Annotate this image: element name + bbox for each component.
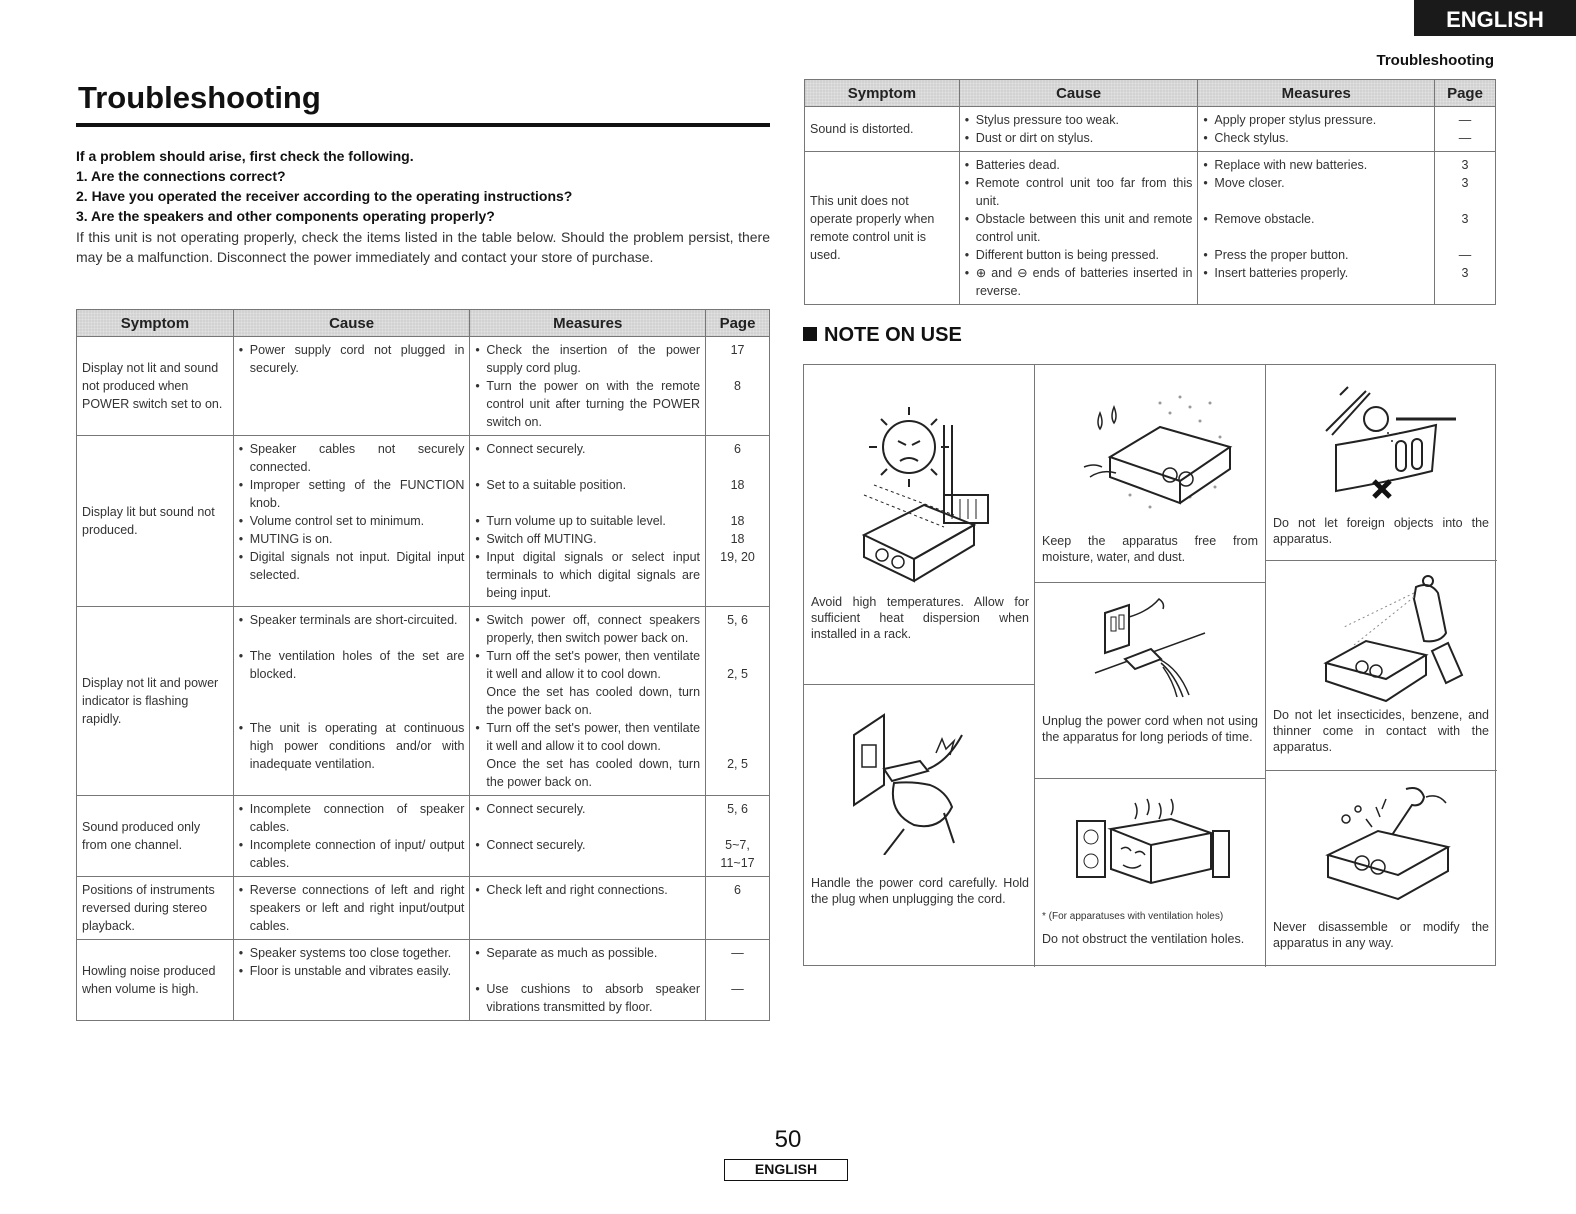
measure-item: Replace with new batteries.: [1214, 158, 1368, 172]
footer-language-label: ENGLISH: [724, 1159, 848, 1181]
note-caption: Do not let insecticides, benzene, and thinner come in contact with the apparatus.: [1273, 708, 1489, 754]
note-cell-temperature: [804, 365, 1035, 685]
measure-item: Connect securely.: [486, 442, 586, 456]
note-on-use-grid: [803, 364, 1496, 966]
measure-item: Connect securely.: [486, 838, 586, 852]
cause-cell: • Speaker cables not securely connected. • Improper setting of the FUNCTION knob. • Volume control set to minimum. • MUTING is on. • Digital signals not input. Digital input selected.: [233, 436, 470, 607]
note-cell-insecticides: [1266, 561, 1497, 771]
page-ref: 19, 20: [720, 550, 755, 564]
page-ref: 6: [734, 442, 741, 456]
measure-note: Once the set has cooled down, turn the power back on.: [486, 685, 701, 717]
intro-question-2: 2. Have you operated the receiver according to the operating instructions?: [76, 188, 573, 204]
plug-hand-illustration-icon: [844, 705, 984, 855]
cause-item: Digital signals not input. Digital input selected.: [249, 550, 465, 582]
symptom-cell: Display not lit and power indicator is flashing rapidly.: [77, 607, 234, 796]
note-caption: Handle the power cord carefully. Hold the plug when unplugging the cord.: [811, 876, 1029, 906]
cause-item: Floor is unstable and vibrates easily.: [249, 964, 452, 978]
symptom-cell: Sound is distorted.: [805, 107, 960, 152]
page-ref: —: [1458, 131, 1472, 145]
intro-question-1: 1. Are the connections correct?: [76, 168, 286, 184]
foreign-objects-illustration-icon: [1296, 371, 1466, 511]
language-tab: ENGLISH: [1414, 0, 1576, 36]
cause-cell: • Reverse connections of left and right speakers or left and right input/output cables.: [233, 877, 470, 940]
measure-item: Turn volume up to suitable level.: [486, 514, 666, 528]
measures-cell: • Apply proper stylus pressure. • Check stylus.: [1198, 107, 1435, 152]
cause-item: Volume control set to minimum.: [249, 514, 425, 528]
page-ref: 3: [1461, 266, 1469, 280]
note-cell-power-cord: [804, 685, 1035, 967]
cause-item: Speaker cables not securely connected.: [249, 442, 465, 474]
cause-item: MUTING is on.: [249, 532, 333, 546]
page-ref: 11~17: [720, 856, 755, 870]
measure-item: Apply proper stylus pressure.: [1214, 113, 1377, 127]
cause-item: The unit is operating at continuous high power conditions and/or with inadequate ventilation.: [249, 721, 465, 771]
intro-question-3: 3. Are the speakers and other components operating properly?: [76, 208, 495, 224]
cause-item: Incomplete connection of speaker cables.: [249, 802, 465, 834]
page-ref: 18: [730, 478, 745, 492]
cause-item: Stylus pressure too weak.: [975, 113, 1119, 127]
page-ref: 18: [730, 514, 745, 528]
measure-item: Insert batteries properly.: [1214, 266, 1349, 280]
measures-cell: • Connect securely. • Connect securely.: [470, 796, 706, 877]
measure-note: Once the set has cooled down, turn the power back on.: [486, 757, 701, 789]
measure-item: Turn off the set's power, then ventilate it well and allow it to cool down.: [486, 649, 701, 681]
page-cell: [1435, 107, 1496, 152]
measure-item: Check stylus.: [1214, 131, 1289, 145]
header-cause: Cause: [233, 310, 470, 337]
cause-item: Dust or dirt on stylus.: [975, 131, 1094, 145]
measure-item: Check left and right connections.: [486, 883, 668, 897]
running-head: Troubleshooting: [1376, 52, 1494, 69]
measures-cell: • Switch power off, connect speakers properly, then switch power back on. • Turn off the set's power, then ventilate it well and allow it to cool down. Once the set has cooled down, turn the power back on. • Turn off the set's power, then ventilate it well and allow it to cool down. Once the set has cooled down, turn the power back on.: [470, 607, 706, 796]
table-row: [805, 152, 1496, 305]
table-row: [77, 436, 770, 607]
cause-cell: • Power supply cord not plugged in securely.: [233, 337, 470, 436]
page-ref: 2, 5: [727, 757, 748, 771]
page-cell: [706, 436, 770, 607]
note-caption: Never disassemble or modify the apparatus in any way.: [1273, 920, 1489, 950]
page-ref: 3: [1461, 158, 1469, 172]
measures-cell: • Check the insertion of the power supply cord plug. • Turn the power on with the remote control unit after turning the POWER switch on.: [470, 337, 706, 436]
measure-item: Turn off the set's power, then ventilate it well and allow it to cool down.: [486, 721, 701, 753]
table-row: [805, 107, 1496, 152]
measure-item: Turn the power on with the remote control unit after turning the POWER switch on.: [486, 379, 701, 429]
header-symptom: Symptom: [77, 310, 234, 337]
page-ref: 5~7,: [725, 838, 750, 852]
measure-item: Switch off MUTING.: [486, 532, 597, 546]
moisture-dust-illustration-icon: [1070, 377, 1240, 527]
note-cell-foreign-objects: [1266, 365, 1497, 561]
page-cell: [706, 877, 770, 940]
measure-item: Separate as much as possible.: [486, 946, 658, 960]
cause-item: Different button is being pressed.: [975, 248, 1160, 262]
measure-item: Remove obstacle.: [1214, 212, 1315, 226]
cause-item: Incomplete connection of input/ output cables.: [249, 838, 465, 870]
measure-item: Set to a suitable position.: [486, 478, 627, 492]
measures-cell: • Separate as much as possible. • Use cushions to absorb speaker vibrations transmitted by floor.: [470, 940, 706, 1021]
square-bullet-icon: [803, 327, 817, 341]
note-caption: Keep the apparatus free from moisture, water, and dust.: [1042, 534, 1258, 564]
symptom-cell: Howling noise produced when volume is high.: [77, 940, 234, 1021]
note-cell-ventilation: [1035, 779, 1266, 967]
measure-item: Switch power off, connect speakers properly, then switch power back on.: [486, 613, 701, 645]
measure-item: Input digital signals or select input terminals to which digital signals are being input.: [486, 550, 701, 600]
unplugged-cord-illustration-icon: [1085, 593, 1215, 703]
page-ref: 2, 5: [727, 667, 748, 681]
sun-heat-illustration-icon: [834, 395, 1004, 595]
cause-item: Batteries dead.: [975, 158, 1060, 172]
page-ref: 8: [734, 379, 741, 393]
note-cell-moisture: [1035, 365, 1266, 583]
troubleshooting-table-1: [76, 309, 770, 1021]
page-ref: 6: [734, 883, 741, 897]
cause-item: The ventilation holes of the set are blocked.: [249, 649, 465, 681]
spray-can-illustration-icon: [1296, 567, 1476, 707]
page-number: 50: [774, 1126, 802, 1153]
cause-item: Improper setting of the FUNCTION knob.: [249, 478, 465, 510]
page-cell: [706, 337, 770, 436]
symptom-cell: Display lit but sound not produced.: [77, 436, 234, 607]
intro-section: [76, 146, 770, 267]
page-ref: 5, 6: [727, 613, 748, 627]
page-ref: 17: [730, 343, 745, 357]
header-measures: Measures: [1198, 80, 1435, 107]
note-caption: Avoid high temperatures. Allow for sufficient heat dispersion when installed in a rack.: [811, 595, 1029, 641]
symptom-cell: Sound produced only from one channel.: [77, 796, 234, 877]
header-page: Page: [706, 310, 770, 337]
symptom-cell: Display not lit and sound not produced when POWER switch set to on.: [77, 337, 234, 436]
header-cause: Cause: [959, 80, 1198, 107]
measure-item: Move closer.: [1214, 176, 1285, 190]
note-cell-unplug: [1035, 583, 1266, 779]
table-row: [77, 337, 770, 436]
cause-item: Speaker terminals are short-circuited.: [249, 613, 458, 627]
note-cell-disassemble: [1266, 771, 1497, 967]
intro-lead: If a problem should arise, first check the following.: [76, 148, 414, 164]
table-row: [77, 940, 770, 1021]
cause-item: Reverse connections of left and right speakers or left and right input/output cables.: [249, 883, 465, 933]
cause-cell: • Batteries dead. • Remote control unit too far from this unit. • Obstacle between this unit and remote control unit. • Different button is being pressed. • ⊕ and ⊖ ends of batteries inserted in reverse.: [959, 152, 1198, 305]
page-ref: 5, 6: [727, 802, 748, 816]
measure-item: Check the insertion of the power supply cord plug.: [486, 343, 701, 375]
symptom-cell: Positions of instruments reversed during stereo playback.: [77, 877, 234, 940]
page-title: Troubleshooting: [78, 80, 321, 115]
table-row: [77, 877, 770, 940]
page-ref: 3: [1461, 212, 1469, 226]
cause-cell: • Speaker terminals are short-circuited. • The ventilation holes of the set are blocked. • The unit is operating at continuous high power conditions and/or with inadequate ventilation.: [233, 607, 470, 796]
screwdriver-illustration-icon: [1306, 779, 1466, 909]
measure-item: Press the proper button.: [1214, 248, 1349, 262]
cause-item: ⊕ and ⊖ ends of batteries inserted in reverse.: [975, 266, 1193, 298]
page-ref: 3: [1461, 176, 1469, 190]
note-caption: Do not obstruct the ventilation holes.: [1042, 932, 1245, 946]
measures-cell: • Replace with new batteries. • Move closer. • Remove obstacle. • Press the proper button. • Insert batteries properly.: [1198, 152, 1435, 305]
page-cell: [1435, 152, 1496, 305]
ventilation-illustration-icon: [1065, 789, 1235, 899]
troubleshooting-table-2: [804, 79, 1496, 305]
measures-cell: • Check left and right connections.: [470, 877, 706, 940]
page-ref: —: [731, 982, 744, 996]
intro-body: If this unit is not operating properly, check the items listed in the table below. Should the problem persist, there may be a malfunction. Disconnect the power immediately and contact your store of purchase.: [76, 229, 770, 265]
cause-item: Remote control unit too far from this unit.: [975, 176, 1193, 208]
note-caption: Unplug the power cord when not using the apparatus for long periods of time.: [1042, 714, 1258, 744]
note-caption: Do not let foreign objects into the apparatus.: [1273, 516, 1489, 546]
cause-cell: • Stylus pressure too weak. • Dust or dirt on stylus.: [959, 107, 1198, 152]
table-row: [77, 796, 770, 877]
page-ref: —: [1458, 113, 1472, 127]
page-ref: 18: [730, 532, 745, 546]
cause-item: Speaker systems too close together.: [249, 946, 452, 960]
cause-cell: • Incomplete connection of speaker cables. • Incomplete connection of input/ output cables.: [233, 796, 470, 877]
header-page: Page: [1435, 80, 1496, 107]
cause-item: Obstacle between this unit and remote control unit.: [975, 212, 1193, 244]
measure-item: Use cushions to absorb speaker vibrations transmitted by floor.: [486, 982, 701, 1014]
title-rule: [76, 123, 770, 127]
page-cell: [706, 940, 770, 1021]
cause-item: Power supply cord not plugged in securely.: [249, 343, 465, 375]
page-cell: [706, 796, 770, 877]
cause-cell: • Speaker systems too close together. • Floor is unstable and vibrates easily.: [233, 940, 470, 1021]
page-ref: —: [1458, 248, 1472, 262]
measures-cell: • Connect securely. • Set to a suitable position. • Turn volume up to suitable level. • Switch off MUTING. • Input digital signals or select input terminals to which digital signals are being input.: [470, 436, 706, 607]
note-footnote: * (For apparatuses with ventilation holes): [1042, 911, 1224, 922]
note-on-use-heading: NOTE ON USE: [803, 324, 962, 347]
page-cell: [706, 607, 770, 796]
symptom-cell: This unit does not operate properly when remote control unit is used.: [805, 152, 960, 305]
table-row: [77, 607, 770, 796]
measure-item: Connect securely.: [486, 802, 586, 816]
header-measures: Measures: [470, 310, 706, 337]
header-symptom: Symptom: [805, 80, 960, 107]
page-ref: —: [731, 946, 744, 960]
